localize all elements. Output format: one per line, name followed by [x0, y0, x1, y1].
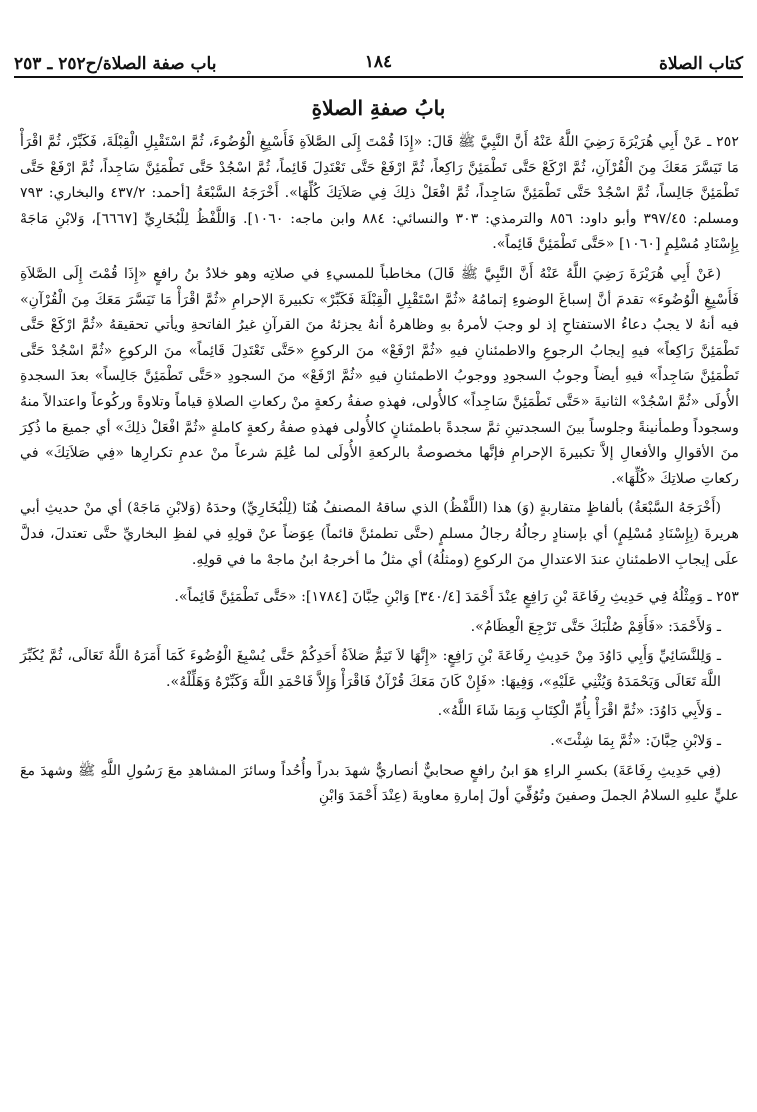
spacer: [20, 577, 739, 585]
hadith-253-ibn-hibban: ـ وَلابْنِ حِبَّانَ: «ثُمَّ بِمَا شِئْتَ».: [550, 733, 721, 750]
commentary-253: (فِي حَدِيثِ رِفَاعَةَ) بكسرِ الراءِ هوَ ابنُ رافعٍ صحابيٌّ أنصاريٌّ شهدَ بدراً وأُحُداً وسائرَ المشاهدِ معَ رَسُولِ اللَّهِ ﷺ وشهدَ معَ عليٍّ عليهِ السلامُ الجملَ وصفينَ وتُوُفِّيَ أولَ إمارةِ معاويةَ (عِنْدَ أَحْمَدَ وَابْنِ: [20, 762, 739, 805]
header-book-title: كتاب الصلاة: [658, 54, 743, 74]
commentary-252: (عَنْ أَبِي هُرَيْرَةَ رَضِيَ اللَّهُ عَنْهُ أَنَّ النَّبِيَّ ﷺ قَالَ) مخاطباً للمسيءِ في صلاتِه وهو خلادُ بنُ رافعٍ «إِذَا قُمْتَ إِلَى الصَّلاَةِ فَأَسْبِغِ الْوُضُوءَ» تقدمَ أنَّ إسباغَ الوضوءِ إتمامُهُ «ثُمَّ اسْتَقْبِلِ الْقِبْلَةَ فَكَبِّرْ» تكبيرةَ الإحرامِ «ثُمَّ اقْرَأْ مَا تَيَسَّرَ مَعَكَ مِنَ الْقُرْآنِ» فيه أنهُ لا يجبُ دعاءُ الاستفتاحِ إذ لو وجبَ لأمرهُ بهِ وظاهرهُ أنهُ يجزئهُ منَ القرآنِ غيرُ الفاتحةِ ويأتي تحقيقهُ «ثُمَّ ارْكَعْ حَتَّى تَطْمَئِنَّ رَاكِعاً» فيهِ إيجابُ الرجوعِ والاطمئنانِ فيهِ «ثُمَّ ارْفَعْ» منَ الركوعِ «حَتَّى تَعْتَدِلَ قَائِماً» منَ الركوعِ «ثُمَّ اسْجُدْ حَتَّى تَطْمَئِنَّ سَاجِداً» فيهِ أيضاً وجوبُ السجودِ ووجوبُ الاطمئنانِ فيهِ «ثُمَّ ارْفَعْ» منَ السجودِ «حَتَّى تَطْمَئِنَّ جَالِساً» بعدَ السجدةِ الأُولَى «ثُمَّ اسْجُدْ» الثانيةَ «حَتَّى تَطْمَئِنَّ سَاجِداً» كالأُولى، فهذهِ صفةُ ركعةٍ منْ ركعاتِ الصلاةِ قياماً وتلاوةً وركُوعاً واعتدالاً منهُ وسجوداً وطمأنينةً وجلوساً بينَ السجدتينِ ثمَّ سجدةً باطمئنانٍ كالأُولى فهذهِ صفةُ ركعةٍ كاملةٍ «ثُمَّ افْعَلْ ذلِكَ» أي جميعَ ما ذُكِرَ منَ الأقوالِ والأفعالِ إلاَّ تكبيرةَ الإحرامِ فإنَّها مخصوصةٌ بالركعةِ الأُولَى لما عُلِمَ شرعاً منْ عدمِ تكرارِها «فِي صَلاَتِكَ» في ركعاتِ صلاتِكَ «كُلِّهَا».: [20, 265, 739, 487]
main-text: [20, 130, 739, 814]
hadith-253: ٢٥٣ ـ وَمِثْلُهُ فِي حَدِيثِ رِفَاعَةَ بْنِ رَافِعٍ عِنْدَ أَحْمَدَ [٣٤٠/٤] وَابْنِ حِبَّانَ [١٧٨٤]: «حَتَّى تَطْمَئِنَّ قَائِماً».: [174, 589, 739, 606]
commentary-252-takhrij: (أَخْرَجَهُ السَّبْعَةُ) بألفاظٍ متقاربةٍ (وَ) هذا (اللَّفْظُ) الذي ساقهُ المصنفُ هُنَا (لِلْبُخَارِيِّ) وحدَهُ (وَلابْنِ مَاجَهْ) أي منْ حديثِ أبي هريرةَ (بِإِسْنَادِ مُسْلِمٍ) أي بإسنادٍ رجالُهُ رجالُ مسلمٍ (حتَّى تطمئنَّ قائماً) عِوَضاً عنْ قولِهِ في لفظِ البخاريِّ حتَّى تعتدلَ، فدلَّ علَى إيجابِ الاطمئنانِ عندَ الاعتدالِ منَ الركوعِ (ومثلُهُ) أي مثلُ ما أخرجهُ ابنُ ماجهْ ما في قولِهِ.: [20, 500, 739, 568]
header-rule: [14, 76, 743, 78]
page-number: ١٨٤: [364, 52, 393, 72]
hadith-253-nasai: ـ وَلِلنَّسَائِيِّ وَأَبِي دَاوُدَ مِنْ حَدِيثِ رِفَاعَةَ بْنِ رَافِعٍ: «إِنَّهَا لاَ تَتِمُّ صَلاَةُ أَحَدِكُمْ حَتَّى يُسْبِغَ الْوُضُوءَ كَمَا أَمَرَهُ اللَّهُ تَعَالَى، ثُمَّ يُكَبِّرَ اللَّهَ تَعَالَى وَيَحْمَدَهُ وَيُثْنِي عَلَيْهِ»، وَفِيهَا: «فَإِنْ كَانَ مَعَكَ قُرْآنٌ فَاقْرَأْ وَإِلاَّ فَاحْمَدِ اللَّهَ وَكَبِّرْهُ وَهَلِّلْهُ».: [20, 648, 721, 690]
hadith-252: ٢٥٢ ـ عَنْ أَبِي هُرَيْرَةَ رَضِيَ اللَّهُ عَنْهُ أَنَّ النَّبِيَّ ﷺ قَالَ: «إِذَا قُمْتَ إِلَى الصَّلاَةِ فَأَسْبِغِ الْوُضُوءَ، ثُمَّ اسْتَقْبِلِ الْقِبْلَةَ، فَكَبِّرْ، ثُمَّ اقْرَأْ مَا تَيَسَّرَ مَعَكَ مِنَ الْقُرْآنِ، ثُمَّ ارْكَعْ حَتَّى تَطْمَئِنَّ رَاكِعاً، ثُمَّ ارْفَعْ حَتَّى تَعْتَدِلَ قَائِماً، ثُمَّ اسْجُدْ حَتَّى تَطْمَئِنَّ سَاجِداً، ثُمَّ ارْفَعْ حَتَّى تَطْمَئِنَّ جَالِساً، ثُمَّ اسْجُدْ حَتَّى تَطْمَئِنَّ سَاجِداً، ثُمَّ افْعَلْ ذلِكَ فِي صَلاَتِكَ كُلِّهَا». أَخْرَجَهُ السَّبْعَةُ [أحمد: ٤٣٧/٢ والبخاري: ٧٩٣ ومسلم: ٣٩٧/٤٥ وأبو داود: ٨٥٦ والترمذي: ٣٠٣ والنسائي: ٨٨٤ وابن ماجه: ١٠٦٠]. وَاللَّفْظُ لِلْبُخَارِيِّ [٦٦٦٧]، وَلابْنِ مَاجَهْ بِإِسْنَادِ مُسْلِمٍ [١٠٦٠] «حَتَّى تَطْمَئِنَّ قَائِماً».: [20, 134, 739, 253]
header-chapter-ref: باب صفة الصلاة/ح٢٥٢ ـ ٢٥٣: [14, 54, 217, 74]
running-header: [14, 44, 743, 74]
hadith-253-abu-dawud: ـ وَلأَبِي دَاوُدَ: «ثُمَّ اقْرَأْ بِأُمِّ الْكِتَابِ وَبِمَا شَاءَ اللَّهُ».: [437, 703, 721, 720]
hadith-253-ahmad: ـ وَلأَحْمَدَ: «فَأَقِمْ صُلْبَكَ حَتَّى تَرْجِعَ الْعِظَامُ».: [470, 618, 721, 635]
chapter-title: بابُ صفةِ الصلاةِ: [311, 96, 446, 120]
